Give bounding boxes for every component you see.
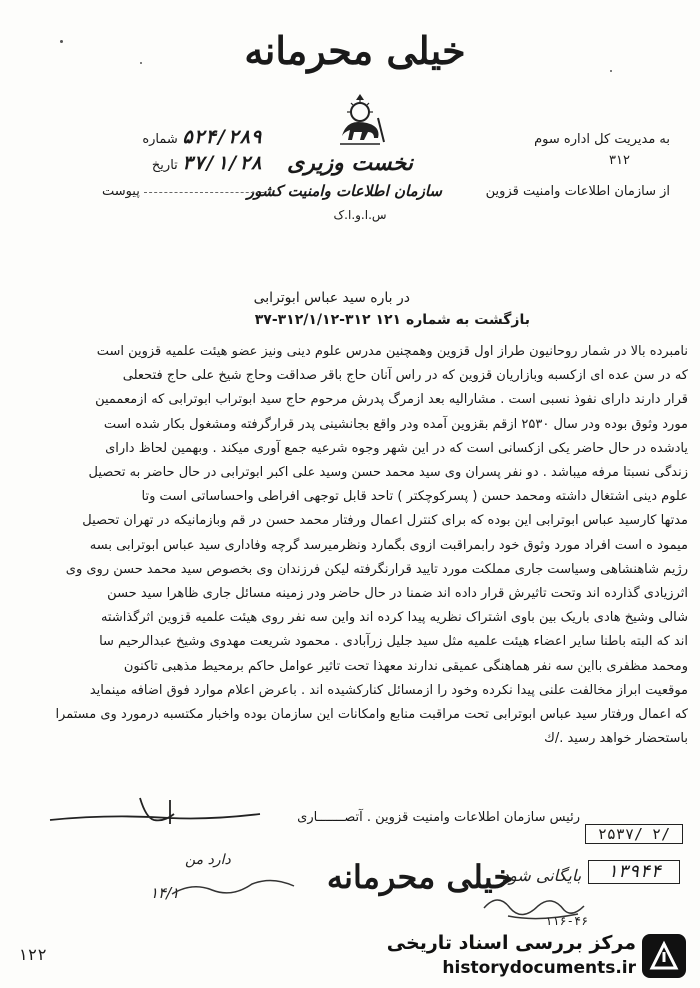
file-code: ۱۱۶-۴۶	[545, 914, 589, 928]
body-line: اثرزیادی گذارده اند وتحت تاثیرش قرار داده اند ضمنا در حال حاضر ودر زمینه مسائل جاری ظاهرا سید حسن	[107, 586, 688, 602]
letterhead-organization: سازمان اطلاعات وامنیت کشور	[246, 182, 442, 200]
meta-number-label: شماره	[142, 132, 178, 147]
meta-attachment-line	[144, 191, 264, 193]
body-line: موقعیت ابراز مخالفت علنی پیدا نکرده وخود را ازمسائل کنارکشیده اند . باعرض اعلام موارد فوق اضافه مینماید	[89, 682, 688, 698]
meta-date-row	[128, 152, 270, 174]
handwritten-note-1: دارد من	[185, 852, 231, 868]
scan-speck	[140, 62, 142, 64]
watermark-line2: historydocuments.ir	[442, 958, 636, 978]
classification-top: خیلی محرمانه	[244, 28, 466, 73]
body-line: اند که البته باطنا سایر اعضاء هیئت علمیه مثل سید جلیل زرآبادی . محمود شریعت مهدوی وشیخ عبدالرحیم سا	[99, 634, 688, 650]
meta-date-label: تاریخ	[151, 158, 178, 173]
scan-speck	[610, 70, 612, 72]
scan-speck	[60, 40, 63, 43]
body-line: مورد وثوق بوده ودر سال ۲۵۳۰ ازقم بقزوین آمده ودر واقع بجانشینی پدر قرارگرفته ومشغول بکار شده است	[103, 416, 688, 432]
classification-bottom: خیلی محرمانه	[326, 858, 514, 896]
body-line: زندگی نسبتا مرفه میباشد . دو نفر پسران وی سید محمد حسن وسید علی اکبر ابوترابی در حال حاضر به تحصیل	[88, 465, 688, 481]
body-line: شالی وشیخ هادی باریک بین باوی اشتراک نظریه پیدا کرده اند واین سه نفر روی هیئت علمیه قزوین اثرگذاشته	[100, 610, 688, 626]
watermark-line1: مرکز بررسی اسناد تاریخی	[386, 932, 636, 954]
handwritten-scribble	[168, 876, 298, 902]
addressee-to: به مدیریت کل اداره سوم	[534, 132, 670, 147]
watermark	[386, 928, 692, 984]
body-line: ومحمد مظفری بااین سه نفر هماهنگی عمیقی ندارند معهذا تحت تاثیر عوامل حاکم برمحیط مذهبی تاکنون	[123, 658, 688, 674]
signature-title: رئیس سازمان اطلاعات وامنیت قزوین . آتصـــــــاری	[297, 810, 580, 825]
letter-subject: در باره سید عباس ابوترابی	[253, 290, 410, 306]
letter-reference: بازگشت به شماره ۱۲۱ ۳۱۲-۳۱۲/۱/۱۲-۳۷	[254, 312, 530, 328]
addressee-to-code: ۳۱۲	[609, 153, 630, 168]
meta-attachment-row	[90, 184, 270, 199]
signature-scribble	[30, 790, 270, 830]
body-line: نامبرده بالا در شمار روحانیون طراز اول قزوین وهمچنین مدرس علوم دینی ونیز عضو هیئت علمیه قزوین است	[96, 344, 688, 359]
archive-logo-icon	[640, 932, 688, 980]
handwritten-note-3: ۱۴/۱	[150, 884, 180, 902]
meta-number-value: ۵۲۴/۲۸۹	[181, 126, 262, 148]
letter-body	[22, 340, 688, 751]
receipt-date-box: ۲۵۳۷/ ۲/	[585, 824, 683, 844]
body-line: علوم دینی اشتغال داشته ومحمد حسن ( پسرکوچکتر ) تاحد قابل توجهی افراطی واحساساتی است وتا	[141, 489, 688, 505]
body-line: یادشده در حال حاضر یکی ازکسانی است که در این شهر وجوه شرعیه جمع آوری میکند . وبهمین لحاظ دارای	[105, 440, 688, 456]
body-line: قرار دارند دارای نفوذ نسبی است . مشارالیه بعد ازمرگ پدرش مرحوم حاج سید ابوتراب ابوترابی که ازمعممین	[95, 392, 688, 408]
meta-date-value: ۳۷/۱/۲۸	[181, 152, 262, 174]
body-line: رژیم شاهنشاهی وسیاست جاری مملکت مورد تایید قرارنگرفته لیکن فرزندان وی بخصوص سید محمد حسن روی وی	[65, 561, 688, 577]
handwritten-note-2: بایگانی شود	[502, 866, 582, 885]
receipt-number-box: ۱۳۹۴۴	[588, 860, 680, 884]
body-line: مدتها کارسید عباس ابوترابی این بوده که برای کنترل اعمال ورفتار محمد حسن در قم وبازمانیکه در تهران تحصیل	[82, 513, 688, 529]
body-line: که اعمال ورفتار سید عباس ابوترابی تحت مراقبت منابع وامکانات این سازمان بوده واخبار مکتسبه درمورد وی مستمرا	[55, 707, 688, 723]
meta-number-row	[128, 126, 270, 148]
side-number: ۱۲۲	[18, 945, 47, 964]
body-line: میمود ه است افراد مورد وثوق خود رابمراقبت ازوی بگمارد ونظرمیرسد گرچه وفاداری سید عباس ابوترابی بسه	[89, 537, 688, 553]
body-line: که در سن عده ای ازکسبه وبازاریان قزوین که در راس آنان حاج باقر صداقت وحاج شیخ علی حاج فتحعلی	[122, 368, 688, 384]
body-line: باستحضار خواهد رسید ./ك	[544, 731, 688, 747]
letterhead-code: س.ا.و.ا.ک	[333, 208, 387, 222]
letterhead-ministry: نخست وزیری	[287, 150, 413, 176]
meta-attachment-label: پیوست	[101, 184, 140, 199]
lion-and-sun-emblem-icon	[330, 92, 390, 150]
addressee-from: از سازمان اطلاعات وامنیت قزوین	[485, 184, 670, 199]
